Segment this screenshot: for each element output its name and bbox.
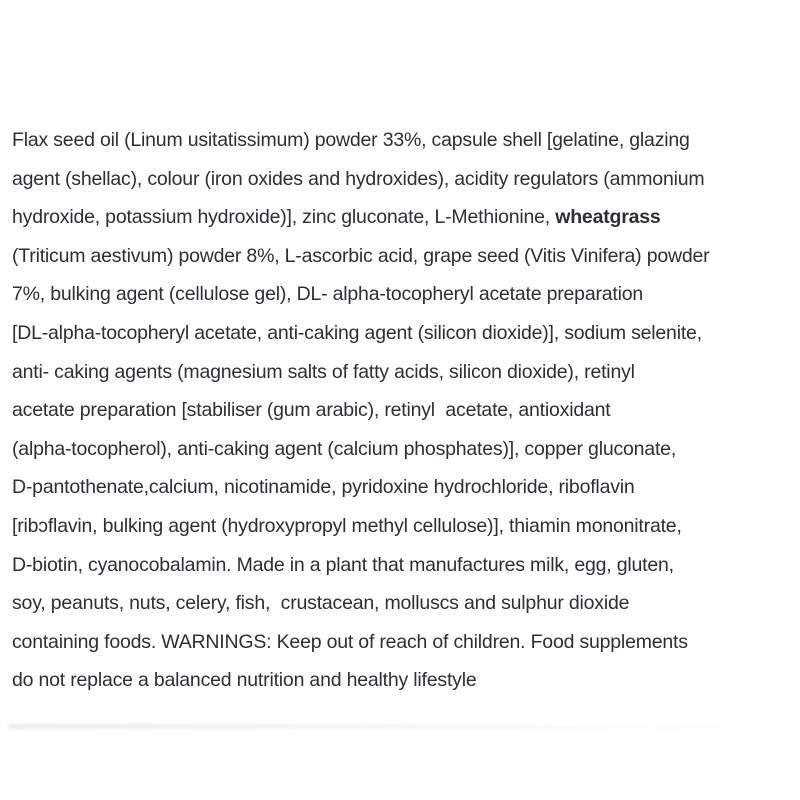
line-text: (alpha-tocopherol), anti-caking agent (calcium phosphates)], copper gluconate, <box>12 437 677 460</box>
line-text: anti- caking agents (magnesium salts of fatty acids, silicon dioxide), retinyl <box>12 360 635 383</box>
label-line <box>12 353 786 392</box>
label-line <box>12 237 786 276</box>
line-text: agent (shellac), colour (iron oxides and hydroxides), acidity regulators (ammonium <box>12 167 705 190</box>
label-line <box>12 314 786 353</box>
label-line <box>12 623 786 662</box>
line-text: containing foods. WARNINGS: Keep out of reach of children. Food supplements <box>12 630 688 653</box>
line-text: [DL-alpha-tocopheryl acetate, anti-caking agent (silicon dioxide)], sodium selenite, <box>12 321 702 344</box>
label-line <box>12 546 786 585</box>
label-line <box>12 430 786 469</box>
line-text: D-biotin, cyanocobalamin. Made in a plant that manufactures milk, egg, gluten, <box>12 553 674 576</box>
line-text-bold: wheatgrass <box>555 206 661 229</box>
line-text: [ribɔflavin, bulking agent (hydroxypropyl methyl cellulose)], thiamin mononitrate, <box>12 514 682 537</box>
scan-smudge-artifact <box>8 724 778 729</box>
line-text: soy, peanuts, nuts, celery, fish, crustacean, molluscs and sulphur dioxide <box>12 592 630 615</box>
label-line <box>12 507 786 546</box>
label-line <box>12 584 786 623</box>
line-text: Flax seed oil (Linum usitatissimum) powder 33%, capsule shell [gelatine, glazing <box>12 129 690 151</box>
ingredients-text-block <box>12 121 786 700</box>
label-line <box>12 468 786 507</box>
label-line <box>12 275 786 314</box>
line-text: D-pantothenate,calcium, nicotinamide, pyridoxine hydrochloride, riboflavin <box>12 476 635 499</box>
label-line <box>12 661 786 700</box>
label-line <box>12 391 786 430</box>
line-text: do not replace a balanced nutrition and healthy lifestyle <box>12 669 477 692</box>
line-text: hydroxide, potassium hydroxide)], zinc gluconate, L-Methionine, <box>12 206 556 229</box>
line-text: (Triticum aestivum) powder 8%, L-ascorbic acid, grape seed (Vitis Vinifera) powder <box>12 244 710 267</box>
line-text: 7%, bulking agent (cellulose gel), DL- alpha-tocopheryl acetate preparation <box>12 283 644 306</box>
label-line <box>12 121 786 160</box>
label-line <box>12 160 786 199</box>
label-line <box>12 198 786 237</box>
line-text: acetate preparation [stabiliser (gum arabic), retinyl acetate, antioxidant <box>12 399 611 422</box>
